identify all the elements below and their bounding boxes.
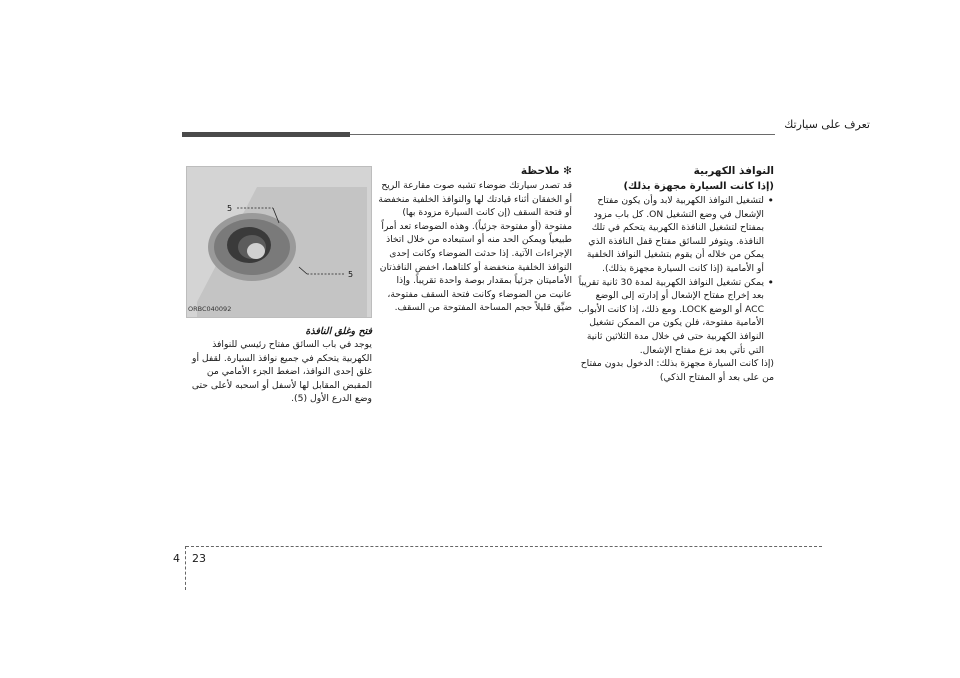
bullet-item: • لتشغيل النوافذ الكهربية لابد وأن يكون مفتاح الإشعال في وضع التشغيل ON. كل باب مزود بمفتاح لتشغيل النافذة الكهربية يتحكم في تلك النافذة. ويتوفر للسائق مفتاح قفل النافذة الذي يمكن من خلاله أن يقوم بتشغيل النوافذ الخلفية أو الأمامية (إذا كانت السيارة مجهزة بذلك). <box>578 194 774 276</box>
section-number: 4 <box>173 552 180 565</box>
power-windows-title: النوافذ الكهربية <box>693 165 774 177</box>
figure-caption <box>186 325 372 406</box>
caption-text: يوجد في باب السائق مفتاح رئيسي للنوافذ الكهربية يتحكم في جميع نوافذ السيارة. لقفل أو غلق إحدى النوافذ، اضغط الجزء الأمامي من المقبض المقابل لها لأسفل أو اسحبه لأعلى حتى وضع الدرع الأول (5). <box>191 339 372 405</box>
footer-rule <box>186 546 822 547</box>
power-windows-section <box>578 164 774 384</box>
asterisk-icon: ✻ <box>559 165 572 177</box>
callout-bottom: 5 <box>348 270 354 279</box>
bullet-continuation: (إذا كانت السيارة مجهزة بذلك: الدخول بدون مفتاح من على بعد أو المفتاح الذكي) <box>580 358 774 383</box>
window-switch-illustration <box>187 167 371 317</box>
power-windows-subtitle: (إذا كانت السيارة مجهزة بذلك) <box>623 181 774 192</box>
note-title: ✻ ملاحظة <box>520 165 572 177</box>
section-title: تعرف على سيارتك <box>784 118 870 131</box>
window-switch-photo <box>186 166 372 318</box>
page-number: 23 <box>192 552 206 565</box>
header-rule-thick <box>182 132 350 137</box>
note-section <box>376 164 572 315</box>
note-text: قد تصدر سيارتك ضوضاء تشبه صوت مقارعة الريح أو الخفقان أثناء قيادتك لها والنوافذ الخلفية منخفضة أو فتحة السقف (إن كانت السيارة مزودة بها) مفتوحة (أو مفتوحة جزئياً). وهذه الضوضاء تعد أمراً طبيعياً ويمكن الحد منه أو استبعاده من خلال اتخاذ الإجراءات الآتية. إذا حدثت الضوضاء وكانت إحدى النوافذ الخلفية منخفضة أو كلتاهما، اخفض النافذتان الأماميتان جزئياً بمقدار بوصة واحدة تقريباً. وإذا عانيت من الضوضاء وكانت فتحة السقف مفتوحة، ضيِّق قليلاً حجم المساحة المفتوحة من السقف. <box>378 180 572 314</box>
bullet-item: • يمكن تشغيل النوافذ الكهربية لمدة 30 ثانية تقريباً بعد إخراج مفتاح الإشعال أو إدارته إلى الوضع ACC أو الوضع LOCK. ومع ذلك، إذا كانت الأبواب الأمامية مفتوحة، فلن يكون من الممكن تشغيل النوافذ الكهربية حتى في خلال مدة الثلاثين ثانية التي تأتي بعد نزع مفتاح الإشعال. <box>578 276 774 358</box>
header-rule-thin <box>350 134 775 135</box>
figure-code: ORBC040092 <box>188 305 232 313</box>
callout-top: 5 <box>227 204 233 213</box>
caption-title: فتح وغلق النافذة <box>305 326 372 337</box>
footer-divider <box>185 546 186 590</box>
